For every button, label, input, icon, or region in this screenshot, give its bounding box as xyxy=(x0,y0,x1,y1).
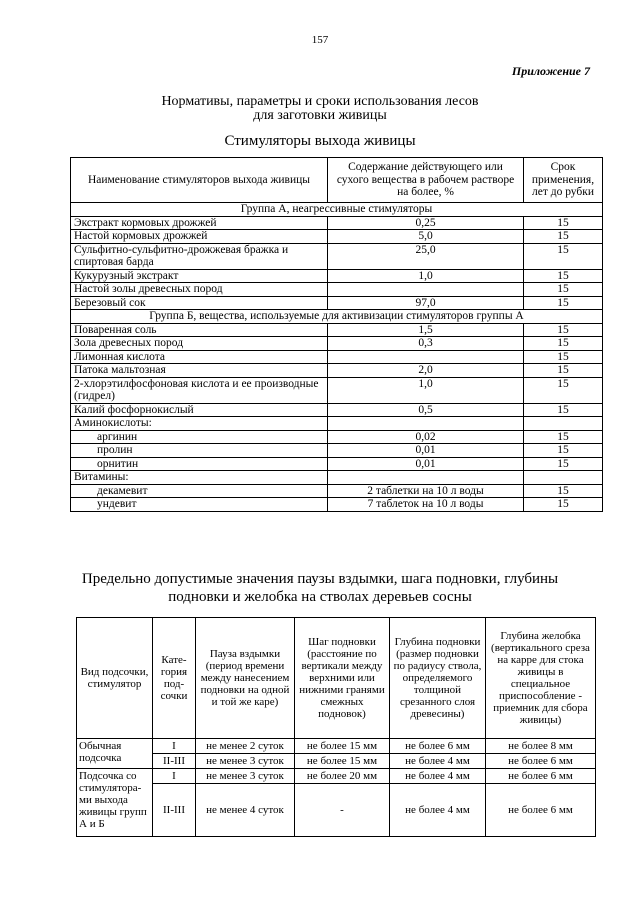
table2-header-pause: Пауза вздымки (период времени между нанесением подновки на одной и той же каре) xyxy=(196,618,295,739)
cell: 15 xyxy=(524,243,603,269)
cell: Настой кормовых дрожжей xyxy=(71,230,328,244)
table1-group-a-row xyxy=(71,203,603,217)
table-row xyxy=(71,471,603,485)
table2-header-groove: Глубина желобка (вертикального среза на карре для стока живицы в специальное приспособление - приемник для сбора живицы) xyxy=(486,618,596,739)
table2-header-step: Шаг подновки (расстояние по вертикали между верхними или нижними гранями смежных подновок) xyxy=(295,618,390,739)
amino-label: Аминокислоты: xyxy=(71,417,328,431)
cell: орнитин xyxy=(71,457,328,471)
cell xyxy=(524,417,603,431)
table-row xyxy=(71,484,603,498)
cell: II-III xyxy=(153,784,196,837)
table-row xyxy=(71,403,603,417)
table-row xyxy=(77,739,596,754)
table-row xyxy=(71,377,603,403)
cell: не более 8 мм xyxy=(486,739,596,754)
table-row xyxy=(71,417,603,431)
cell: 0,01 xyxy=(328,457,524,471)
table-row xyxy=(71,216,603,230)
cell: 15 xyxy=(524,230,603,244)
table1-title: Стимуляторы выхода живицы xyxy=(224,133,416,149)
cell: 1,0 xyxy=(328,377,524,403)
cell: Кукурузный экстракт xyxy=(71,269,328,283)
cell xyxy=(524,471,603,485)
cell: 0,02 xyxy=(328,430,524,444)
table-row xyxy=(77,769,596,784)
cell: Лимонная кислота xyxy=(71,350,328,364)
cell: 7 таблеток на 10 л воды xyxy=(328,498,524,512)
cell: не более 6 мм xyxy=(390,739,486,754)
cell: не более 4 мм xyxy=(390,784,486,837)
cell: 15 xyxy=(524,216,603,230)
table2-header-type: Вид подсочки, стимулятор xyxy=(77,618,153,739)
cell: I xyxy=(153,769,196,784)
cell: не более 15 мм xyxy=(295,739,390,754)
tapping-limits-table xyxy=(76,617,596,837)
table-row xyxy=(71,430,603,444)
table1-group-b-row xyxy=(71,310,603,324)
cell: декамевит xyxy=(71,484,328,498)
cell: 0,01 xyxy=(328,444,524,458)
cell: Калий фосфорнокислый xyxy=(71,403,328,417)
table-row xyxy=(71,457,603,471)
row-label-stimulated: Подсочка со стимулятора-ми выхода живицы групп А и Б xyxy=(77,769,153,837)
group-b-label: Группа Б, вещества, используемые для активизации стимуляторов группы А xyxy=(71,310,603,324)
cell xyxy=(328,471,524,485)
cell: ундевит xyxy=(71,498,328,512)
table-row xyxy=(71,350,603,364)
cell: не менее 4 суток xyxy=(196,784,295,837)
table-row xyxy=(71,283,603,297)
table1-header-content: Содержание действующего или сухого вещества в рабочем растворе на более, % xyxy=(328,158,524,203)
cell: - xyxy=(295,784,390,837)
cell: не более 4 мм xyxy=(390,754,486,769)
cell: не более 6 мм xyxy=(486,784,596,837)
table2-header-depth: Глубина подновки (размер подновки по радиусу ствола, определяемого толщиной срезанного слоя древесины) xyxy=(390,618,486,739)
cell: 15 xyxy=(524,498,603,512)
cell: II-III xyxy=(153,754,196,769)
table-row xyxy=(71,269,603,283)
table-row xyxy=(71,243,603,269)
doc-title-line2: для заготовки живицы xyxy=(253,108,387,123)
cell: 2,0 xyxy=(328,364,524,378)
cell: Березовый сок xyxy=(71,296,328,310)
cell: не менее 2 суток xyxy=(196,739,295,754)
table2-header-category: Кате-гория под-сочки xyxy=(153,618,196,739)
cell: не более 15 мм xyxy=(295,754,390,769)
appendix-label: Приложение 7 xyxy=(511,64,590,78)
cell: 15 xyxy=(524,403,603,417)
cell: 15 xyxy=(524,350,603,364)
cell: 15 xyxy=(524,269,603,283)
cell: 15 xyxy=(524,377,603,403)
cell: аргинин xyxy=(71,430,328,444)
cell: не более 6 мм xyxy=(486,769,596,784)
table-row xyxy=(71,444,603,458)
cell xyxy=(328,417,524,431)
cell: 15 xyxy=(524,457,603,471)
table2-header-row xyxy=(77,618,596,739)
table2-title-line2: подновки и желобка на стволах деревьев сосны xyxy=(168,589,472,605)
cell: Патока мальтозная xyxy=(71,364,328,378)
cell: не более 20 мм xyxy=(295,769,390,784)
table1-header-name: Наименование стимуляторов выхода живицы xyxy=(71,158,328,203)
cell: Сульфитно-сульфитно-дрожжевая бражка и спиртовая барда xyxy=(71,243,328,269)
cell: пролин xyxy=(71,444,328,458)
cell: 0,25 xyxy=(328,216,524,230)
cell: 15 xyxy=(524,444,603,458)
table-row xyxy=(71,323,603,337)
cell: Настой золы древесных пород xyxy=(71,283,328,297)
table-row xyxy=(77,784,596,837)
row-label-ordinary: Обычная подсочка xyxy=(77,739,153,769)
cell: Поваренная соль xyxy=(71,323,328,337)
table1-header-term: Срок применения, лет до рубки xyxy=(524,158,603,203)
table1-header-row xyxy=(71,158,603,203)
group-a-label: Группа А, неагрессивные стимуляторы xyxy=(71,203,603,217)
page-number: 157 xyxy=(311,34,329,46)
cell: 15 xyxy=(524,296,603,310)
cell: не более 6 мм xyxy=(486,754,596,769)
cell: 0,5 xyxy=(328,403,524,417)
cell: 15 xyxy=(524,337,603,351)
cell: 15 xyxy=(524,283,603,297)
cell: 2-хлорэтилфосфоновая кислота и ее производные (гидрел) xyxy=(71,377,328,403)
table-row xyxy=(71,230,603,244)
cell: 2 таблетки на 10 л воды xyxy=(328,484,524,498)
table-row xyxy=(77,754,596,769)
cell: 15 xyxy=(524,430,603,444)
cell: 15 xyxy=(524,364,603,378)
table-row xyxy=(71,337,603,351)
vitamins-label: Витамины: xyxy=(71,471,328,485)
cell: 1,0 xyxy=(328,269,524,283)
cell xyxy=(328,283,524,297)
cell: 15 xyxy=(524,484,603,498)
cell: не более 4 мм xyxy=(390,769,486,784)
cell: Зола древесных пород xyxy=(71,337,328,351)
table-row xyxy=(71,296,603,310)
table2-title-line1: Предельно допустимые значения паузы вздымки, шага подновки, глубины xyxy=(81,571,559,587)
cell: не менее 3 суток xyxy=(196,754,295,769)
cell: не менее 3 суток xyxy=(196,769,295,784)
table-row xyxy=(71,364,603,378)
cell: 5,0 xyxy=(328,230,524,244)
cell xyxy=(328,350,524,364)
table-row xyxy=(71,498,603,512)
cell: 25,0 xyxy=(328,243,524,269)
cell: 15 xyxy=(524,323,603,337)
cell: 1,5 xyxy=(328,323,524,337)
cell: I xyxy=(153,739,196,754)
cell: 97,0 xyxy=(328,296,524,310)
stimulators-table xyxy=(70,157,603,512)
cell: 0,3 xyxy=(328,337,524,351)
cell: Экстракт кормовых дрожжей xyxy=(71,216,328,230)
doc-title-line1: Нормативы, параметры и сроки использования лесов xyxy=(161,94,479,109)
